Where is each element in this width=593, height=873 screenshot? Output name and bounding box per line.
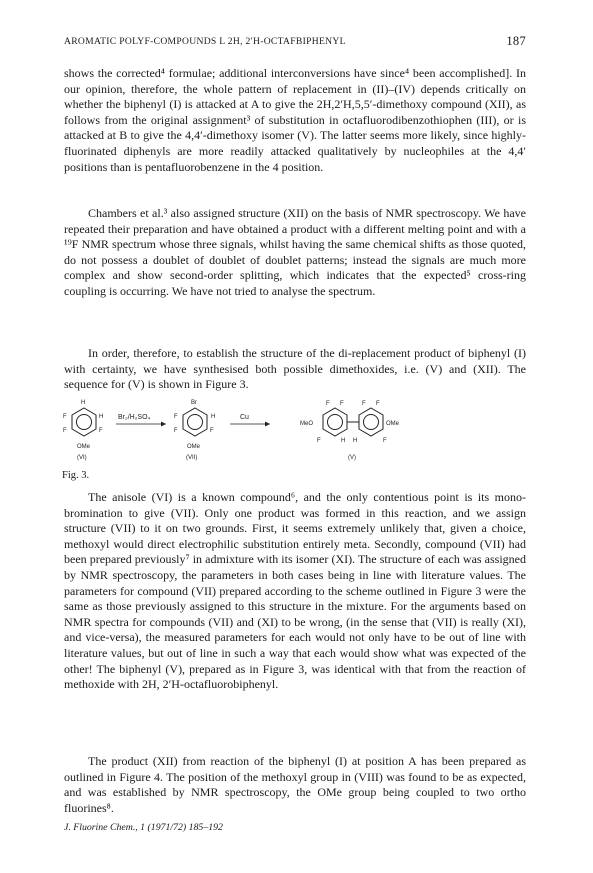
atom-f-v-2: F <box>340 401 344 407</box>
atom-f-left-vi: F <box>63 414 67 420</box>
label-v: (V) <box>348 455 356 461</box>
reagent-copper: Cu <box>240 414 249 421</box>
aromatic-circle-vii <box>188 415 203 430</box>
aromatic-circle-vi <box>77 415 92 430</box>
group-ome-vii: OMe <box>187 444 201 450</box>
arrowhead-1 <box>161 422 166 427</box>
atom-f-bottom-left-vi: F <box>63 428 67 434</box>
atom-f-v-1: F <box>326 401 330 407</box>
figure-label: Fig. 3. <box>62 470 90 481</box>
compound-vi <box>72 408 96 436</box>
label-vi: (VI) <box>77 455 87 461</box>
atom-f-bottom-right-vii: F <box>210 428 214 434</box>
benzene-ring-v-right <box>359 408 383 436</box>
running-title: AROMATIC POLYF-COMPOUNDS L 2H, 2′H-OCTAFBIPHENYL <box>64 36 346 47</box>
atom-h-v-1: H <box>341 438 346 444</box>
atom-br-vii: Br <box>191 400 197 406</box>
group-ome-vi: OMe <box>77 444 91 450</box>
atom-h-top-vi: H <box>81 400 86 406</box>
paragraph-1: shows the corrected⁴ formulae; additional interconversions have since⁴ been accomplished]. In our opinion, therefore, the whole pattern of replacement in (II)–(IV) depends critically on whether the biphenyl (I) is attacked at A to give the 2H,2′H,5,5′-dimethoxy compound (XII), as follows from the original assignment³ of substitution in octafluorodibenzothiophen (III), or is attacked at B to give the 4,4′-dimethoxy isomer (V). The latter seems more likely, since highly-fluorinated diphenyls are more readily attacked qualitatively by nucleophiles at the 4,4′ positions than is pentafluorobenzene in the 4 position. <box>64 66 526 174</box>
atom-h-right-vi: H <box>99 414 104 420</box>
label-vii: (VII) <box>186 455 198 461</box>
aromatic-circle-v-left <box>328 415 343 430</box>
page-number: 187 <box>506 34 526 48</box>
atom-f-v-5: F <box>317 438 321 444</box>
group-ome-v: OMe <box>386 421 400 427</box>
atom-h-v-2: H <box>353 438 358 444</box>
paragraph-5: The product (XII) from reaction of the biphenyl (I) at position A has been prepared as outlined in Figure 4. The position of the methoxyl group in (VIII) was found to be as expected, and was established by NMR spectroscopy, the OMe group being coupled to two ortho fluorines⁸. <box>64 754 526 815</box>
arrowhead-2 <box>265 422 270 427</box>
atom-f-left-vii: F <box>174 414 178 420</box>
atom-f-v-3: F <box>362 401 366 407</box>
benzene-ring-v-left <box>323 408 347 436</box>
benzene-ring-vii <box>183 408 207 436</box>
reaction-scheme <box>60 398 520 470</box>
journal-citation: J. Fluorine Chem., 1 (1971/72) 185–192 <box>64 822 223 833</box>
paragraph-4: The anisole (VI) is a known compound⁶, and the only contentious point is its mono-bromination to give (VII). Only one product was formed in this reaction, and we assign structure (VII) to it on two grounds. First, it seems extremely unlikely that, given a choice, methoxyl would direct electrophilic substitution entirely meta. Secondly, compound (VII) had been prepared previously⁷ in admixture with its isomer (XI). The structure of each was assigned by NMR spectroscopy, the parameters in both cases being in line with literature values. The parameters for compound (VII) prepared according to the scheme outlined in Figure 3 were the same as those previously assigned to this structure in the mixture. For the arguments based on NMR spectra for compounds (VII) and (XI) to be wrong, (in the sense that (VII) is really (XI), and vice-versa), the measured parameters for each would not only have to be out of line with literature values, but out of line in such a way that each would show what was expected of the other! The biphenyl (V), prepared as in Figure 3, was identical with that from the reaction of methoxide with 2H, 2′H-octafluorobiphenyl. <box>64 490 526 692</box>
group-meo-v: MeO <box>300 421 314 427</box>
compound-v <box>323 408 383 436</box>
reagent-bromination: Br₂/H₂SO₄ <box>118 414 151 421</box>
atom-f-v-4: F <box>376 401 380 407</box>
atom-f-v-6: F <box>383 438 387 444</box>
atom-f-bottom-left-vii: F <box>174 428 178 434</box>
paragraph-2: Chambers et al.³ also assigned structure (XII) on the basis of NMR spectroscopy. We have repeated their preparation and have obtained a product with a different melting point and with a ¹⁹F NMR spectrum whose three signals, whilst having the same chemical shifts as those quoted, do not possess a doublet of doublet of doublet patterns; instead the signals are much more complex and show second-order splitting, which indicates that the expected⁵ cross-ring coupling is occurring. We have not tried to analyse the spectrum. <box>64 206 526 298</box>
running-header <box>64 36 526 50</box>
atom-f-bottom-right-vi: F <box>99 428 103 434</box>
atom-h-vii: H <box>211 414 216 420</box>
compound-vii <box>183 408 207 436</box>
aromatic-circle-v-right <box>364 415 379 430</box>
paragraph-3: In order, therefore, to establish the structure of the di-replacement product of biphenyl (I) with certainty, we have synthesised both possible dimethoxides, i.e. (V) and (XII). The sequence for (V) is shown in Figure 3. <box>64 346 526 392</box>
benzene-ring-vi <box>72 408 96 436</box>
